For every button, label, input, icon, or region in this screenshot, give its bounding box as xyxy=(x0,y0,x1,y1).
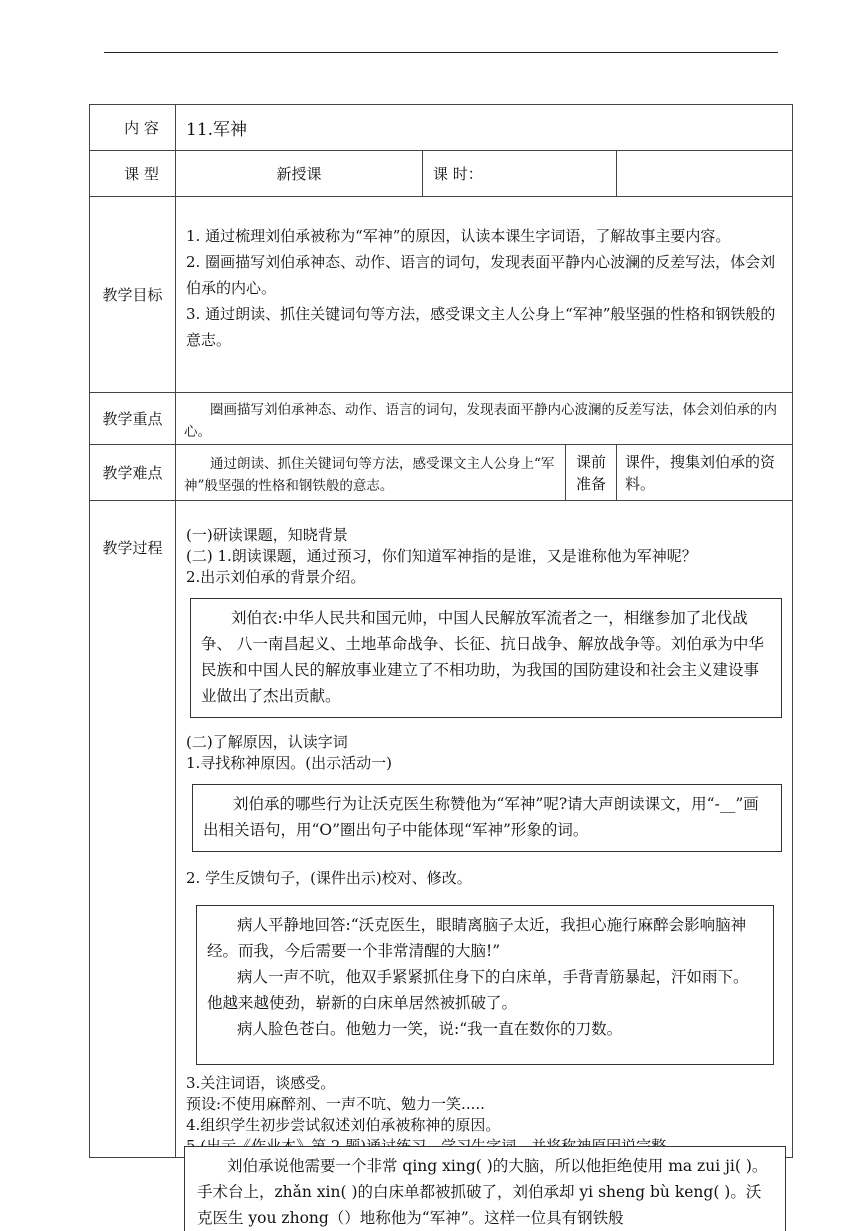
bio-box: 刘伯衣:中华人民共和国元帅，中国人民解放军流者之一，相继参加了北伐战争、 八一南昌起义、土地革命战争、长征、抗日战争、解放战争等。刘伯承为中华民族和中国人民的解放事业建立了不相功助，为我国的国防建设和社会主义建设事业做出了杰出贡献。 xyxy=(190,598,782,718)
step2-item2: 2. 学生反馈句子，(课件出示)校对、修改。 xyxy=(186,869,472,887)
objective-2: 2. 圈画描写刘伯承神态、动作、语言的词句，发现表面平静内心波澜的反差写法，体会刘伯承的内心。 xyxy=(186,253,776,297)
step1-question2: 2.出示刘伯承的背景介绍。 xyxy=(186,568,366,586)
objective-1: 1. 通过梳理刘伯承被称为“军神”的原因，认读本课生字词语，了解故事主要内容。 xyxy=(186,227,731,245)
step1-question1: (二) 1.朗读课题，通过预习，你们知道军神指的是谁，又是谁称他为军神呢？ xyxy=(186,547,697,565)
objective-3: 3. 通过朗读、抓住关键词句等方法，感受课文主人公身上“军神”般坚强的性格和钢铁般的意志。 xyxy=(186,305,776,349)
lesson-title: 11.军神 xyxy=(176,105,793,151)
process-label: 教学过程 xyxy=(90,501,176,1158)
prep-label: 课前准备 xyxy=(566,445,617,501)
key-points-text: 圈画描写刘伯承神态、动作、语言的词句，发现表面平静内心波澜的反差写法，体会刘伯承的内心。 xyxy=(176,393,793,445)
step2-item4: 4.组织学生初步尝试叙述刘伯承被称神的原因。 xyxy=(186,1116,501,1134)
step2-item3: 3.关注词语，谈感受。 xyxy=(186,1074,336,1092)
exercise-box: 刘伯承说他需要一个非常 qing xing( )的大脑，所以他拒绝使用 ma zui ji( )。手术台上，zhǎn xin( )的白床单都被抓破了，刘伯承却 yi sheng bù keng( )。沃克医生 you zhong（）地称他为“军神”。这样一位具有钢铁般 xyxy=(184,1146,786,1231)
hours-value xyxy=(617,151,793,197)
header-rule xyxy=(104,52,778,53)
objectives-label: 教学目标 xyxy=(90,197,176,393)
step2-preset: 预设:不使用麻醉剂、一声不吭、勉力一笑..... xyxy=(186,1095,485,1113)
objectives-cell xyxy=(176,197,793,393)
quote-paragraph-2: 病人一声不吭，他双手紧紧抓住身下的白床单，手背青筋暴起，汗如雨下。他越来越使劲，崭新的白床单居然被抓破了。 xyxy=(207,968,749,1012)
key-points-label: 教学重点 xyxy=(90,393,176,445)
type-label: 课 型 xyxy=(90,151,176,197)
quote-box xyxy=(196,905,774,1065)
prep-value: 课件，搜集刘伯承的资料。 xyxy=(617,445,793,501)
step1-heading: (一)研读课题，知晓背景 xyxy=(186,526,348,544)
hours-label: 课 时： xyxy=(423,151,617,197)
quote-paragraph-3: 病人脸色苍白。他勉力一笑，说:“我一直在数你的刀数。 xyxy=(237,1020,623,1038)
quote-paragraph-1: 病人平静地回答:“沃克医生，眼睛离脑子太近，我担心施行麻醉会影响脑神经。而我，今后需要一个非常清醒的大脑!” xyxy=(207,916,747,960)
process-cell xyxy=(176,501,793,1158)
activity-box: 刘伯承的哪些行为让沃克医生称赞他为“军神”呢?请大声朗读课文，用“-__”画出相关语句，用“O”圈出句子中能体现“军神”形象的词。 xyxy=(192,784,782,852)
lesson-plan-table xyxy=(89,104,793,1158)
content-label: 内 容 xyxy=(90,105,176,151)
step2-item1: 1.寻找称神原因。(出示活动一) xyxy=(186,754,393,772)
type-value: 新授课 xyxy=(176,151,423,197)
difficulties-label: 教学难点 xyxy=(90,445,176,501)
step2-heading: (二)了解原因，认读字词 xyxy=(186,733,348,751)
difficulties-text: 通过朗读、抓住关键词句等方法，感受课文主人公身上“军神”般坚强的性格和钢铁般的意志。 xyxy=(176,445,566,501)
